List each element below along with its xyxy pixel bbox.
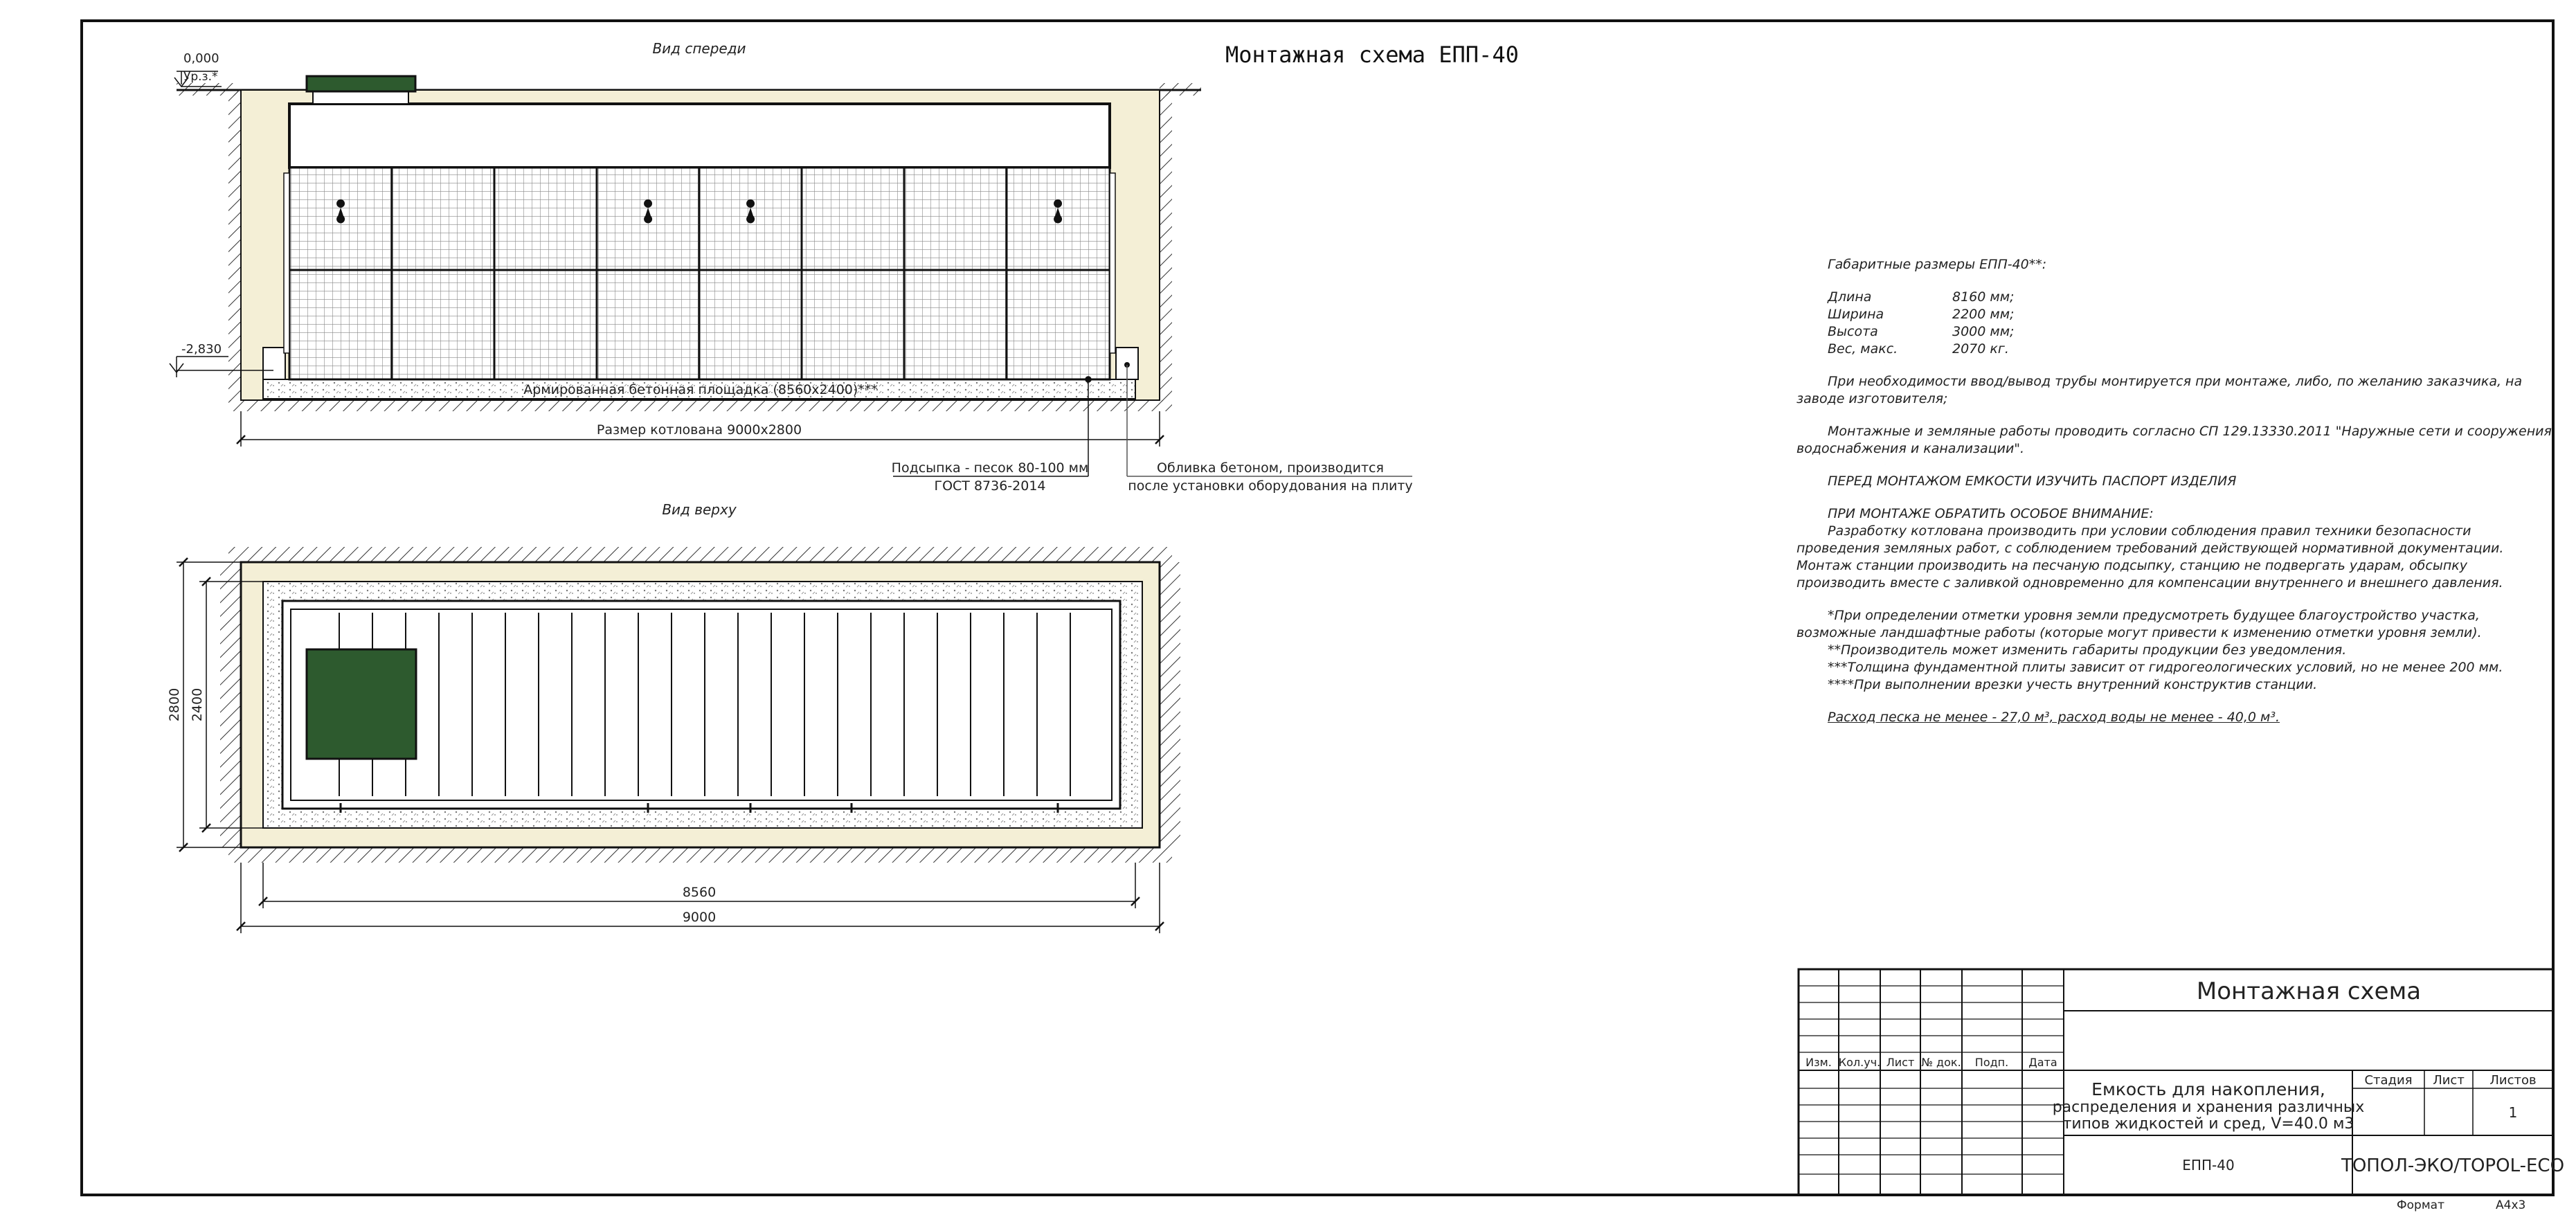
level-top-note: Ур.з.*: [183, 70, 218, 84]
dim-8560: 8560: [682, 885, 717, 900]
top-hatch-right: [1160, 562, 1180, 847]
pit-wall-left: [228, 90, 241, 402]
tb-sheet-header: Лист: [2433, 1073, 2465, 1088]
front-view: [170, 40, 1413, 494]
top-hatch-top: [228, 547, 1172, 562]
concrete-label-1: Обливка бетоном, производится: [1157, 460, 1384, 476]
slab-label: Армированная бетонная площадка (8560х2400)***: [523, 382, 878, 397]
note-paragraph-3: ПЕРЕД МОНТАЖОМ ЕМКОСТИ ИЗУЧИТЬ ПАСПОРТ ИЗДЕЛИЯ: [1828, 474, 2237, 489]
tb-desc-3: типов жидкостей и сред, V=40.0 м3: [2062, 1115, 2354, 1133]
tb-doc-title: Монтажная схема: [2196, 978, 2422, 1005]
top-hatch-bottom: [228, 847, 1172, 863]
dim-name: Ширина: [1828, 307, 1884, 322]
sand-label-2: ГОСТ 8736-2014: [934, 478, 1046, 494]
pit-wall-right: [1160, 90, 1172, 402]
front-view-label: Вид спереди: [652, 40, 746, 57]
tb-code: ЕПП-40: [2182, 1157, 2235, 1173]
tb-desc-2: распределения и хранения различных: [2052, 1099, 2365, 1116]
dim-value: 8160 мм;: [1952, 289, 2015, 305]
dim-value: 2070 кг.: [1952, 341, 2009, 357]
dim-value: 2200 мм;: [1952, 307, 2015, 322]
consumption-note: Расход песка не менее - 27,0 м³, расход воды не менее - 40,0 м³.: [1828, 710, 2280, 725]
tb-stage-header: Стадия: [2364, 1073, 2413, 1088]
tb-desc-1: Емкость для накопления,: [2091, 1079, 2325, 1099]
tb-header-podp: Подп.: [1974, 1056, 2009, 1069]
top-hatch-left: [220, 562, 241, 847]
top-view-label: Вид верху: [662, 501, 737, 518]
footnote-3: ***Толщина фундаментной плиты зависит от гидрогеологических условий, но не менее 200 мм.: [1828, 660, 2503, 675]
level-bottom-value: -2,830: [181, 342, 222, 357]
level-top-value: 0,000: [183, 51, 219, 66]
dims-title: Габаритные размеры ЕПП-40**:: [1828, 257, 2047, 272]
note-attention-text: Разработку котлована производить при условии соблюдения правил техники безопасности проведения земляных работ, с соблюдением требований действующей нормативной документации. Монтаж станции производить на песчаную подсыпку, станцию не подвергать ударам, обсыпку производить вместе с заливкой одновременно для компенсации внутреннего и внешнего давления.: [1796, 523, 2504, 591]
top-view: [167, 501, 1180, 933]
hatch-lid: [307, 76, 415, 91]
tb-header-doc: № док.: [1921, 1056, 1961, 1069]
top-hatch-lid: [307, 649, 416, 759]
page-title: Монтажная схема ЕПП-40: [1225, 42, 1519, 68]
tb-header-kolvo: Кол.уч.: [1838, 1056, 1881, 1069]
tb-header-data: Дата: [2028, 1056, 2057, 1069]
tb-sheets-value: 1: [2508, 1104, 2518, 1121]
footnote-1: *При определении отметки уровня земли предусмотреть будущее благоустройство участка, возможные ландшафтные работы (которые могут привести к изменению отметки уровня земли).: [1796, 608, 2482, 640]
dim-name: Длина: [1828, 289, 1872, 305]
tb-format-value: А4х3: [2496, 1198, 2526, 1212]
pit-size-label: Размер котлована 9000х2800: [596, 422, 802, 438]
sand-label-1: Подсыпка - песок 80-100 мм: [891, 460, 1089, 476]
dim-name: Вес, макс.: [1828, 341, 1898, 357]
tb-company: ТОПОЛ-ЭКО/TOPOL-ECO: [2341, 1155, 2565, 1176]
pit-bottom: [228, 400, 1172, 411]
tank-edge-left: [284, 173, 289, 353]
footnote-2: **Производитель может изменить габариты продукции без уведомления.: [1828, 642, 2347, 658]
title-block-headers: [1805, 1056, 2057, 1069]
tank-upper: [289, 104, 1110, 168]
tb-header-izm: Изм.: [1805, 1056, 1832, 1069]
tb-header-list: Лист: [1886, 1056, 1915, 1069]
dim-name: Высота: [1828, 324, 1878, 339]
tb-format-label: Формат: [2397, 1198, 2444, 1212]
footnote-4: ****При выполнении врезки учесть внутренний конструктив станции.: [1828, 677, 2318, 692]
dims-table: [1828, 289, 2558, 358]
notes-panel: [1796, 256, 2558, 726]
dim-2800: 2800: [167, 687, 182, 722]
note-paragraph-1: При необходимости ввод/вывод трубы монтируется при монтаже, либо, по желанию заказчика, на заводе изготовителя;: [1796, 374, 2523, 406]
concrete-label-2: после установки оборудования на плиту: [1128, 478, 1413, 494]
dim-value: 3000 мм;: [1952, 324, 2015, 339]
dim-9000: 9000: [682, 910, 717, 925]
tb-sheets-header: Листов: [2489, 1073, 2537, 1088]
tank-edge-right: [1110, 173, 1115, 353]
note-attention-title: ПРИ МОНТАЖЕ ОБРАТИТЬ ОСОБОЕ ВНИМАНИЕ:: [1828, 506, 2154, 521]
dim-2400: 2400: [190, 687, 205, 722]
level-mark-top: [174, 51, 222, 87]
note-paragraph-2: Монтажные и земляные работы проводить согласно СП 129.13330.2011 "Наружные сети и сооружения водоснабжения и канализации".: [1796, 424, 2552, 456]
concrete-casting-left: [263, 348, 285, 379]
